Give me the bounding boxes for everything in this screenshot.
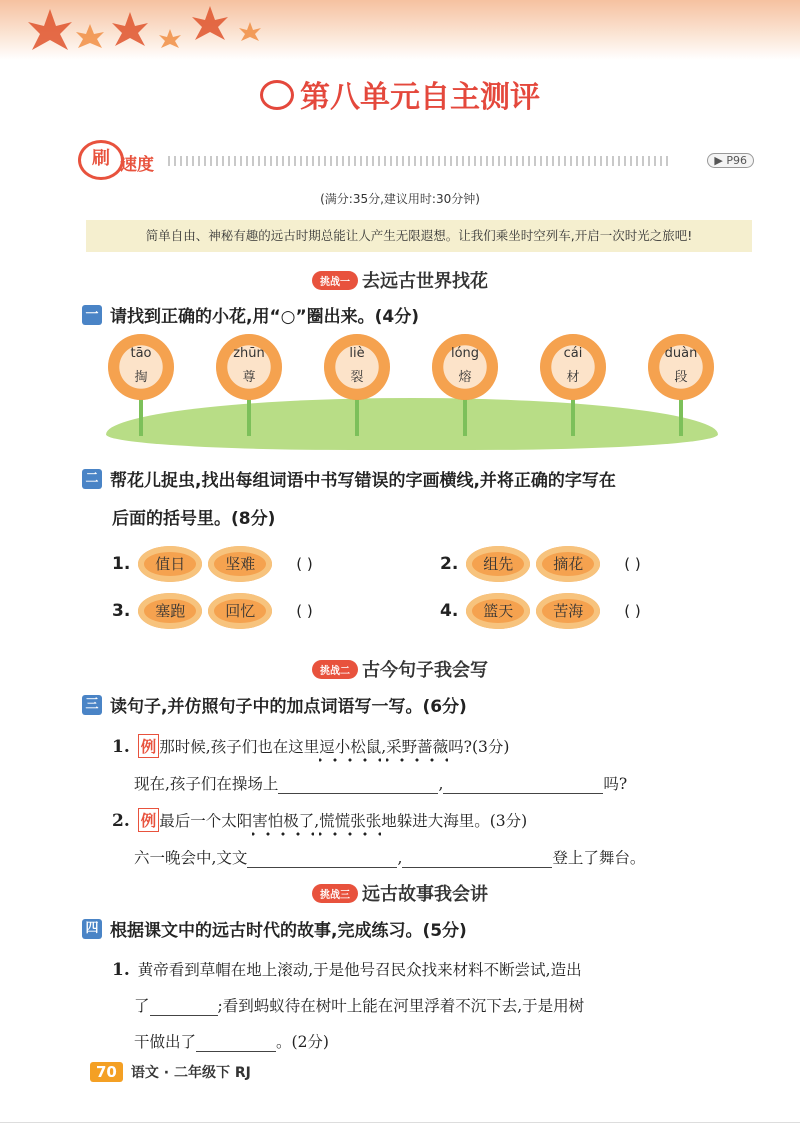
character: 材 (566, 370, 580, 385)
word-oval[interactable]: 组先 (466, 546, 530, 582)
sentence-part: 那时候,孩子们也在这里 (159, 738, 320, 756)
challenge-tag: 挑战三 (312, 884, 358, 903)
question-text: 根据课文中的远古时代的故事,完成练习。(5分) (110, 921, 467, 941)
group-number: 3. (112, 601, 131, 621)
question-number-badge: 一 (82, 305, 102, 325)
sentence-part: , (438, 775, 444, 793)
answer-reference: ▶ P96 (707, 153, 754, 168)
group-number: 4. (440, 601, 459, 621)
word-oval[interactable]: 坚难 (208, 546, 272, 582)
sentence-part: 干做出了 (134, 1033, 197, 1051)
question-text: 读句子,并仿照句子中的加点词语写一写。(6分) (110, 697, 467, 717)
grass-ground (106, 398, 718, 450)
pinyin: lóng (450, 346, 480, 361)
word-oval[interactable]: 塞跑 (138, 593, 202, 629)
pinyin: liè (349, 346, 365, 361)
word-oval[interactable]: 摘花 (536, 546, 600, 582)
pinyin: cái (563, 346, 583, 361)
answer-blank[interactable] (247, 851, 397, 868)
question-text: 请找到正确的小花,用“○”圈出来。(4分) (110, 307, 420, 327)
example-sentence-1 (112, 734, 509, 758)
sentence-part: ;看到蚂蚁待在树叶上能在河里浮着不沉下去,于是用树 (217, 997, 585, 1015)
answer-blank[interactable] (150, 999, 218, 1016)
challenge-tag: 挑战一 (312, 271, 358, 290)
answer-parentheses[interactable]: ( ) (296, 602, 313, 620)
pinyin: zhūn (233, 346, 265, 361)
answer-parentheses[interactable]: ( ) (624, 555, 641, 573)
word-group-3 (112, 593, 356, 629)
title-text: 第八单元自主测评 (300, 80, 540, 115)
page-number: 70 (90, 1062, 123, 1082)
grade-label: 二年级下 RJ (173, 1065, 251, 1081)
q4-line-1 (112, 958, 582, 980)
item-number: 1. (112, 737, 130, 757)
word-group-2 (440, 546, 684, 582)
q4-line-3 (134, 1030, 329, 1052)
sentence-part: 登上了舞台。 (552, 849, 646, 867)
question-1 (82, 302, 419, 327)
challenge-heading-1 (0, 267, 800, 293)
speed-badge: 刷 (78, 140, 124, 180)
question-3 (82, 692, 467, 717)
sentence-part: 吗?(3分) (448, 738, 510, 756)
pinyin: tāo (130, 346, 152, 361)
word-group-1 (112, 546, 356, 582)
dotted-word: 害怕极了 (252, 812, 314, 838)
challenge-tag: 挑战二 (312, 660, 358, 679)
sentence-part: 最后一个太阳 (159, 812, 253, 830)
challenge-heading-3 (0, 880, 800, 906)
sentence-part: 黄帝看到草帽在地上滚动,于是他号召民众找来材料不断尝试,造出 (137, 961, 582, 979)
question-2-line2: 后面的括号里。(8分) (112, 509, 276, 529)
fill-sentence-1 (134, 772, 627, 794)
maple-leaves-decoration (20, 4, 280, 64)
question-number-badge: 二 (82, 469, 102, 489)
answer-parentheses[interactable]: ( ) (624, 602, 641, 620)
sentence-part: 六一晚会中,文文 (134, 849, 248, 867)
sentence-part: 现在,孩子们在操场上 (134, 775, 279, 793)
flower-option[interactable] (430, 330, 500, 440)
flower-option[interactable] (106, 330, 176, 440)
sentence-part: , (397, 849, 403, 867)
answer-parentheses[interactable]: ( ) (296, 555, 313, 573)
answer-blank[interactable] (402, 851, 552, 868)
group-number: 1. (112, 554, 131, 574)
example-sentence-2 (112, 808, 527, 832)
question-4 (82, 916, 467, 941)
intro-banner: 简单自由、神秘有趣的远古时期总能让人产生无限遐想。让我们乘坐时空列车,开启一次时光之旅吧! (86, 220, 752, 252)
bottom-divider (0, 1122, 800, 1123)
question-text: 帮花儿捉虫,找出每组词语中书写错误的字画横线,并将正确的字写在 (110, 471, 616, 491)
question-number-badge: 四 (82, 919, 102, 939)
flower-option[interactable] (538, 330, 608, 440)
word-oval[interactable]: 回忆 (208, 593, 272, 629)
sentence-part: 了 (134, 997, 150, 1015)
speed-label: 速度 (120, 155, 154, 175)
dotted-word: 采野蔷薇 (386, 738, 448, 764)
page-title (0, 72, 800, 116)
sentence-part: , (314, 812, 320, 830)
example-label: 例 (138, 734, 160, 758)
word-group-4 (440, 593, 684, 629)
page-footer: 70 语文 · 二年级下 RJ (90, 1062, 251, 1082)
word-oval[interactable]: 值日 (138, 546, 202, 582)
challenge-title: 远古故事我会讲 (362, 884, 488, 905)
dotted-word: 慌慌张张 (319, 812, 381, 838)
character: 尊 (242, 370, 256, 385)
sentence-part: 吗? (603, 775, 628, 793)
flower-option[interactable] (646, 330, 716, 440)
fill-sentence-2 (134, 846, 645, 868)
group-number: 2. (440, 554, 459, 574)
challenge-heading-2 (0, 656, 800, 682)
word-oval[interactable]: 篮天 (466, 593, 530, 629)
character: 熔 (458, 370, 472, 385)
question-number-badge: 三 (82, 695, 102, 715)
answer-page: P96 (726, 154, 747, 167)
character: 掏 (134, 370, 148, 385)
sentence-part: 地躲进大海里。(3分) (381, 812, 528, 830)
unit-logo-icon (260, 80, 294, 110)
challenge-title: 古今句子我会写 (362, 660, 488, 681)
sentence-part: , (381, 738, 387, 756)
example-label: 例 (138, 808, 160, 832)
question-2 (82, 466, 616, 491)
answer-blank[interactable] (443, 777, 603, 794)
word-oval[interactable]: 苦海 (536, 593, 600, 629)
decorative-dashes (168, 156, 668, 166)
speed-section-header (78, 140, 754, 175)
sentence-part: 。(2分) (276, 1033, 329, 1051)
answer-blank[interactable] (278, 777, 438, 794)
character: 段 (674, 370, 688, 385)
flower-option[interactable] (322, 330, 392, 440)
challenge-title: 去远古世界找花 (362, 271, 488, 292)
item-number: 1. (112, 960, 130, 980)
score-time-info: (满分:35分,建议用时:30分钟) (320, 192, 480, 206)
character: 裂 (350, 370, 364, 385)
subject-label: 语文 (130, 1065, 159, 1081)
answer-blank[interactable] (196, 1035, 276, 1052)
item-number: 2. (112, 811, 130, 831)
flower-option[interactable] (214, 330, 284, 440)
dotted-word: 逗小松鼠 (319, 738, 381, 764)
q4-line-2 (134, 994, 584, 1016)
flower-field (106, 330, 718, 450)
pinyin: duàn (664, 346, 698, 361)
